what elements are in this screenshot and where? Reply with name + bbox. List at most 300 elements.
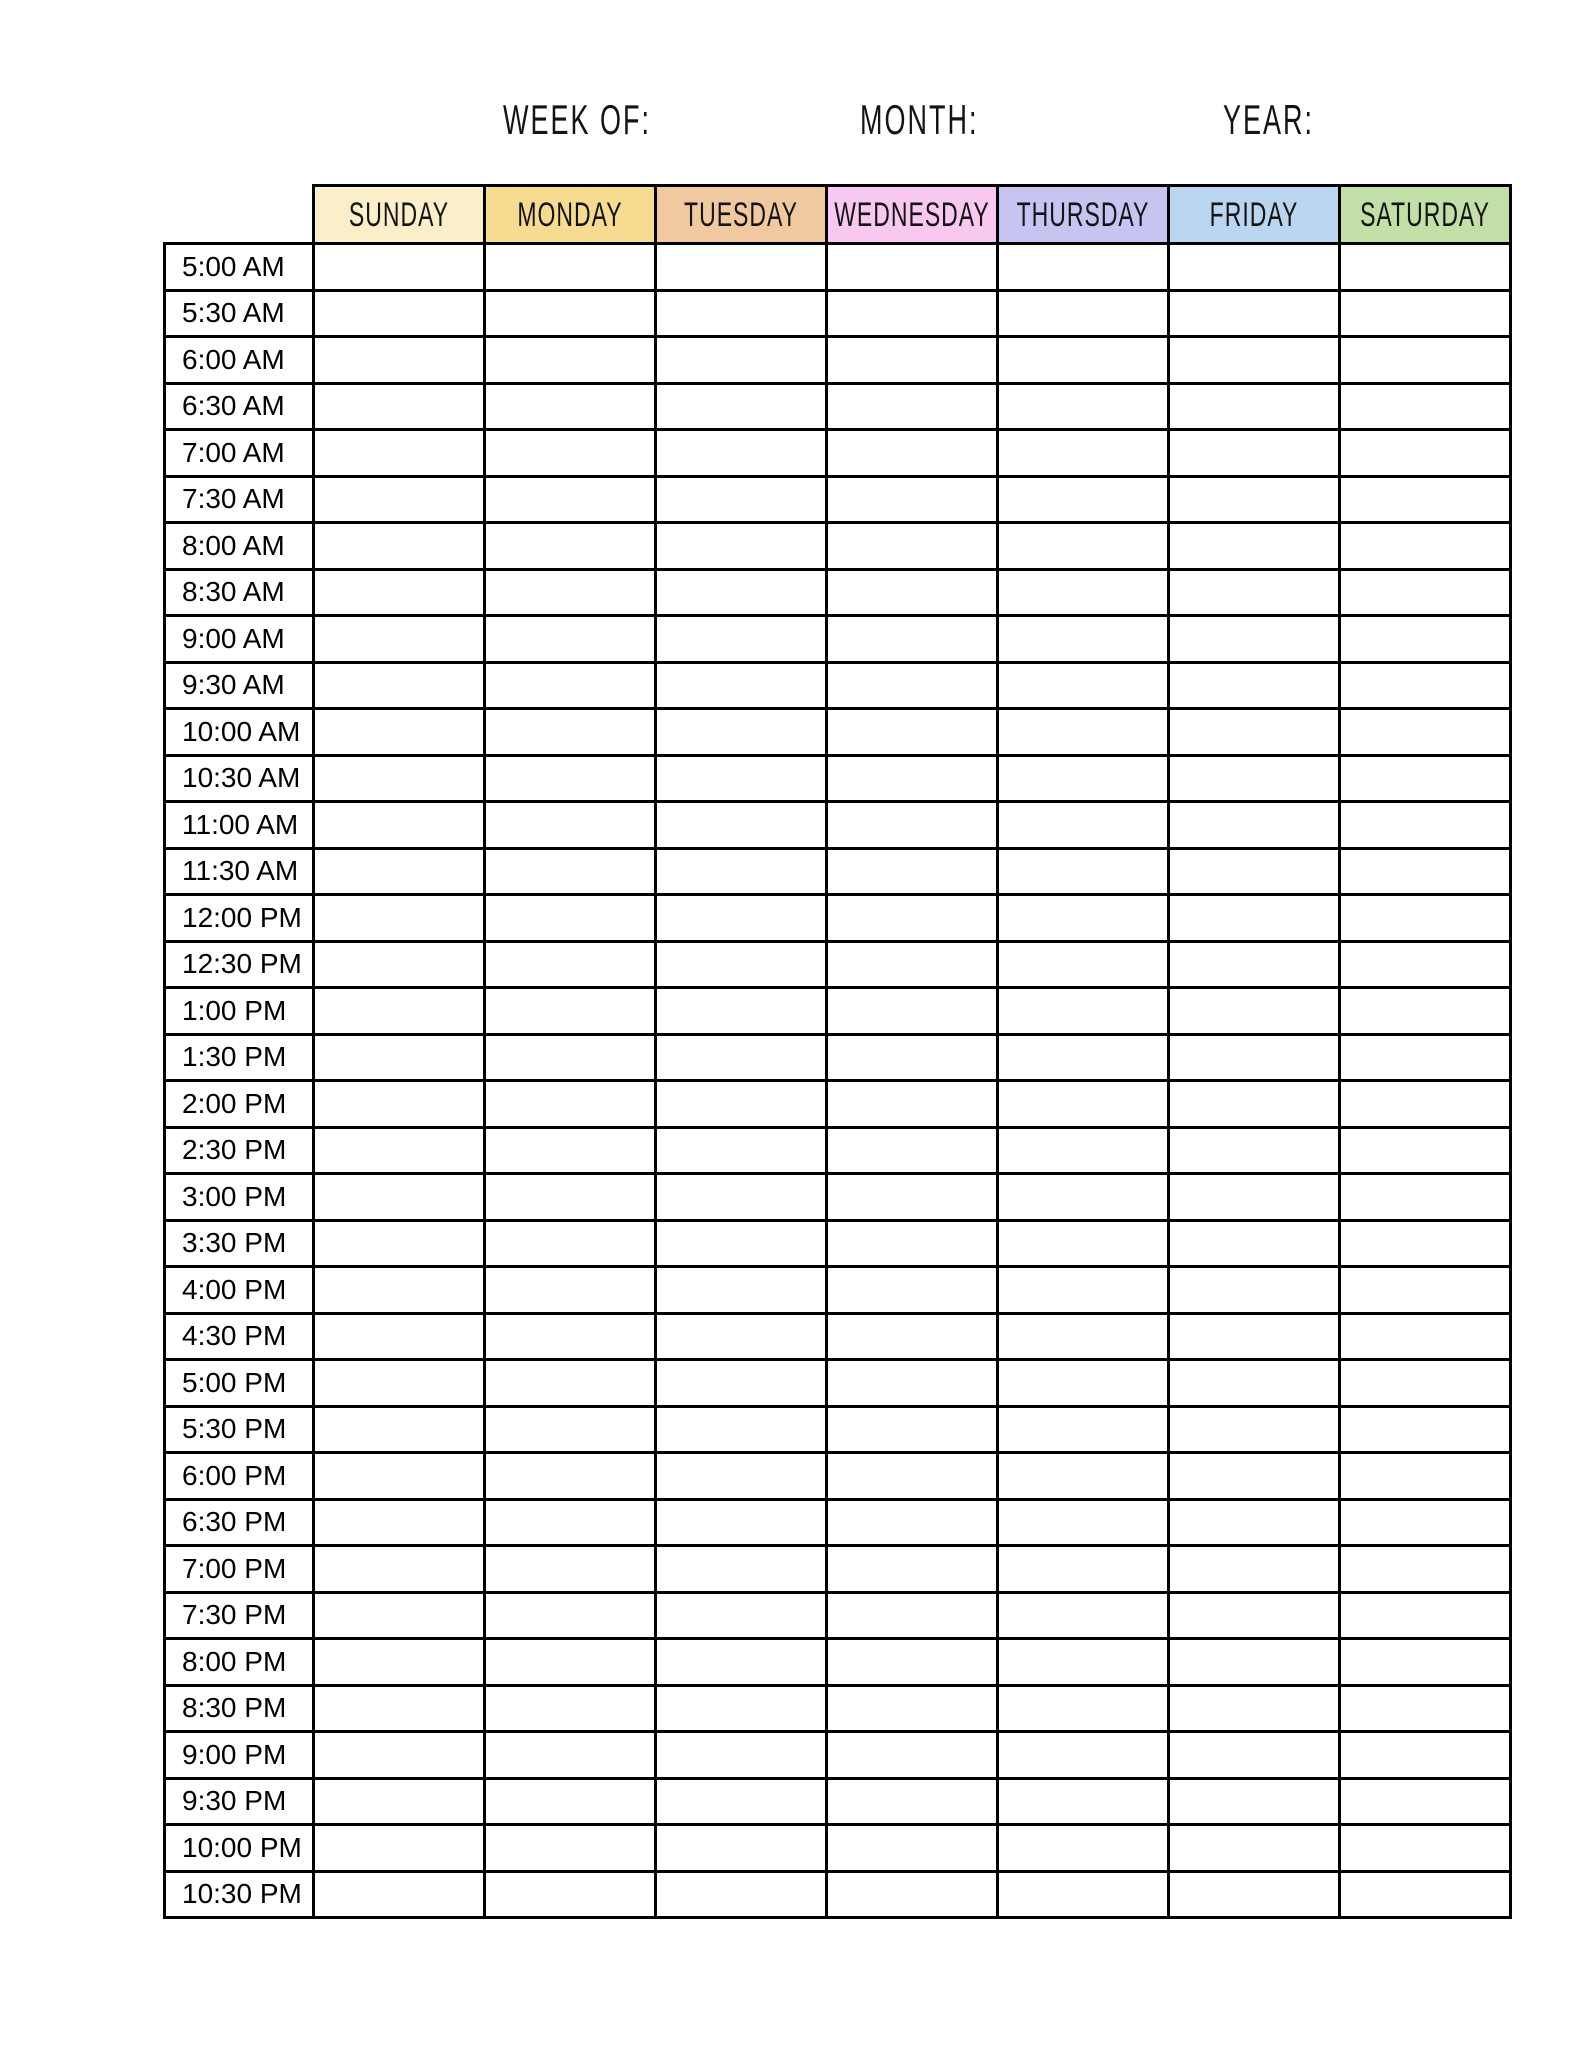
schedule-cell <box>827 802 998 849</box>
schedule-cell <box>485 848 656 895</box>
time-label: 12:00 PM <box>165 895 314 942</box>
time-label: 6:00 PM <box>165 1453 314 1500</box>
schedule-cell <box>485 1871 656 1918</box>
schedule-cell <box>1169 802 1340 849</box>
schedule-cell <box>314 523 485 570</box>
schedule-cell <box>656 662 827 709</box>
weekly-schedule-grid <box>163 184 1512 1919</box>
schedule-cell <box>998 1313 1169 1360</box>
schedule-cell <box>485 1778 656 1825</box>
schedule-cell <box>827 1499 998 1546</box>
schedule-row <box>165 848 1511 895</box>
schedule-row <box>165 988 1511 1035</box>
schedule-cell <box>485 1127 656 1174</box>
schedule-cell <box>314 1453 485 1500</box>
schedule-cell <box>656 1639 827 1686</box>
schedule-cell <box>1169 941 1340 988</box>
schedule-cell <box>485 1360 656 1407</box>
schedule-cell <box>827 430 998 477</box>
schedule-cell <box>314 1406 485 1453</box>
day-header-thursday <box>998 186 1169 244</box>
schedule-cell <box>656 1732 827 1779</box>
day-header-label: TUESDAY <box>684 194 798 234</box>
schedule-cell <box>656 1081 827 1128</box>
schedule-cell <box>998 1360 1169 1407</box>
schedule-cell <box>827 1406 998 1453</box>
schedule-cell <box>827 1034 998 1081</box>
schedule-cell <box>314 1825 485 1872</box>
schedule-cell <box>656 1127 827 1174</box>
schedule-cell <box>1340 1685 1511 1732</box>
schedule-cell <box>827 337 998 384</box>
schedule-cell <box>314 1685 485 1732</box>
schedule-row <box>165 1732 1511 1779</box>
schedule-cell <box>314 616 485 663</box>
schedule-cell <box>485 1313 656 1360</box>
schedule-cell <box>827 616 998 663</box>
schedule-cell <box>656 244 827 291</box>
schedule-cell <box>998 709 1169 756</box>
schedule-cell <box>1340 1081 1511 1128</box>
schedule-cell <box>1340 1034 1511 1081</box>
schedule-cell <box>314 662 485 709</box>
time-label: 10:30 AM <box>165 755 314 802</box>
schedule-cell <box>485 1174 656 1221</box>
schedule-cell <box>656 1034 827 1081</box>
schedule-cell <box>827 941 998 988</box>
schedule-cell <box>314 1592 485 1639</box>
schedule-cell <box>656 1267 827 1314</box>
schedule-cell <box>485 755 656 802</box>
schedule-cell <box>1340 290 1511 337</box>
schedule-cell <box>314 709 485 756</box>
schedule-cell <box>998 1220 1169 1267</box>
schedule-cell <box>1340 1267 1511 1314</box>
schedule-row <box>165 1685 1511 1732</box>
schedule-cell <box>998 1825 1169 1872</box>
time-label: 5:00 AM <box>165 244 314 291</box>
schedule-cell <box>827 1127 998 1174</box>
schedule-row <box>165 1081 1511 1128</box>
schedule-cell <box>998 1406 1169 1453</box>
schedule-cell <box>998 1546 1169 1593</box>
schedule-cell <box>827 1778 998 1825</box>
schedule-cell <box>1169 709 1340 756</box>
schedule-cell <box>998 802 1169 849</box>
schedule-cell <box>485 523 656 570</box>
schedule-cell <box>1340 523 1511 570</box>
schedule-cell <box>656 1592 827 1639</box>
schedule-cell <box>656 848 827 895</box>
day-header-label: WEDNESDAY <box>834 194 990 234</box>
schedule-cell <box>1169 1639 1340 1686</box>
schedule-cell <box>1340 709 1511 756</box>
schedule-cell <box>485 802 656 849</box>
time-label: 5:30 PM <box>165 1406 314 1453</box>
schedule-cell <box>998 1639 1169 1686</box>
schedule-cell <box>998 1453 1169 1500</box>
schedule-cell <box>1340 988 1511 1035</box>
schedule-cell <box>314 430 485 477</box>
day-header-row <box>165 186 1511 244</box>
schedule-cell <box>656 1499 827 1546</box>
schedule-cell <box>1340 895 1511 942</box>
time-label: 4:30 PM <box>165 1313 314 1360</box>
schedule-row <box>165 1360 1511 1407</box>
schedule-cell <box>485 709 656 756</box>
schedule-cell <box>485 1825 656 1872</box>
schedule-cell <box>998 941 1169 988</box>
time-label: 3:30 PM <box>165 1220 314 1267</box>
schedule-cell <box>1169 988 1340 1035</box>
schedule-cell <box>998 755 1169 802</box>
schedule-cell <box>998 1127 1169 1174</box>
time-label: 1:30 PM <box>165 1034 314 1081</box>
schedule-cell <box>827 848 998 895</box>
schedule-cell <box>998 1081 1169 1128</box>
schedule-cell <box>314 1127 485 1174</box>
schedule-row <box>165 802 1511 849</box>
schedule-cell <box>827 1825 998 1872</box>
time-label: 3:00 PM <box>165 1174 314 1221</box>
schedule-cell <box>656 1360 827 1407</box>
schedule-cell <box>1340 1871 1511 1918</box>
schedule-cell <box>656 430 827 477</box>
schedule-cell <box>656 1825 827 1872</box>
schedule-cell <box>1169 1081 1340 1128</box>
schedule-cell <box>314 290 485 337</box>
schedule-cell <box>998 616 1169 663</box>
schedule-cell <box>1340 337 1511 384</box>
schedule-row <box>165 1871 1511 1918</box>
schedule-cell <box>656 709 827 756</box>
schedule-cell <box>314 1732 485 1779</box>
schedule-cell <box>656 1406 827 1453</box>
schedule-cell <box>314 1360 485 1407</box>
schedule-cell <box>998 1778 1169 1825</box>
day-header-friday <box>1169 186 1340 244</box>
schedule-cell <box>827 1732 998 1779</box>
time-label: 5:00 PM <box>165 1360 314 1407</box>
schedule-cell <box>1340 1174 1511 1221</box>
schedule-cell <box>1169 1267 1340 1314</box>
schedule-row <box>165 709 1511 756</box>
schedule-row <box>165 1825 1511 1872</box>
schedule-cell <box>1169 1546 1340 1593</box>
schedule-row <box>165 1592 1511 1639</box>
schedule-cell <box>1340 1127 1511 1174</box>
schedule-row <box>165 1267 1511 1314</box>
schedule-cell <box>485 941 656 988</box>
time-label: 8:00 AM <box>165 523 314 570</box>
schedule-cell <box>827 755 998 802</box>
schedule-cell <box>656 1174 827 1221</box>
schedule-cell <box>1340 1499 1511 1546</box>
schedule-cell <box>998 662 1169 709</box>
schedule-row <box>165 1778 1511 1825</box>
schedule-cell <box>1169 1778 1340 1825</box>
time-label: 6:30 PM <box>165 1499 314 1546</box>
schedule-cell <box>1169 383 1340 430</box>
day-header-saturday <box>1340 186 1511 244</box>
schedule-cell <box>485 569 656 616</box>
schedule-cell <box>656 895 827 942</box>
schedule-cell <box>998 244 1169 291</box>
schedule-cell <box>485 1220 656 1267</box>
schedule-cell <box>827 1267 998 1314</box>
schedule-cell <box>1169 1732 1340 1779</box>
schedule-cell <box>485 662 656 709</box>
schedule-cell <box>1340 848 1511 895</box>
schedule-row <box>165 755 1511 802</box>
schedule-row <box>165 616 1511 663</box>
schedule-cell <box>1340 430 1511 477</box>
schedule-row <box>165 1174 1511 1221</box>
day-header-label: SATURDAY <box>1360 194 1490 234</box>
time-label: 7:30 AM <box>165 476 314 523</box>
schedule-cell <box>485 1034 656 1081</box>
time-label: 12:30 PM <box>165 941 314 988</box>
day-header-label: THURSDAY <box>1016 194 1150 234</box>
schedule-cell <box>998 523 1169 570</box>
schedule-row <box>165 1406 1511 1453</box>
schedule-cell <box>827 1081 998 1128</box>
time-label: 5:30 AM <box>165 290 314 337</box>
schedule-cell <box>1340 1825 1511 1872</box>
schedule-cell <box>485 244 656 291</box>
schedule-cell <box>827 1685 998 1732</box>
time-label: 6:00 AM <box>165 337 314 384</box>
schedule-cell <box>314 1778 485 1825</box>
schedule-cell <box>656 523 827 570</box>
time-label: 2:00 PM <box>165 1081 314 1128</box>
schedule-cell <box>314 476 485 523</box>
schedule-cell <box>1169 895 1340 942</box>
schedule-cell <box>314 941 485 988</box>
schedule-cell <box>485 1732 656 1779</box>
schedule-cell <box>656 755 827 802</box>
schedule-cell <box>1169 290 1340 337</box>
schedule-cell <box>1169 1127 1340 1174</box>
time-label: 9:00 PM <box>165 1732 314 1779</box>
time-label: 8:30 PM <box>165 1685 314 1732</box>
schedule-cell <box>998 383 1169 430</box>
schedule-cell <box>314 848 485 895</box>
schedule-cell <box>314 1174 485 1221</box>
day-header-sunday <box>314 186 485 244</box>
schedule-cell <box>827 895 998 942</box>
schedule-cell <box>827 1360 998 1407</box>
schedule-cell <box>656 802 827 849</box>
time-label: 8:00 PM <box>165 1639 314 1686</box>
time-label: 4:00 PM <box>165 1267 314 1314</box>
year-label: YEAR: <box>1223 97 1315 144</box>
schedule-cell <box>827 1639 998 1686</box>
schedule-cell <box>1340 1732 1511 1779</box>
week-of-label: WEEK OF: <box>503 97 652 144</box>
schedule-cell <box>1169 1592 1340 1639</box>
schedule-cell <box>656 1546 827 1593</box>
schedule-cell <box>656 1220 827 1267</box>
time-label: 6:30 AM <box>165 383 314 430</box>
schedule-row <box>165 569 1511 616</box>
schedule-cell <box>314 1081 485 1128</box>
schedule-cell <box>314 337 485 384</box>
schedule-cell <box>656 1453 827 1500</box>
schedule-cell <box>998 1871 1169 1918</box>
schedule-cell <box>314 755 485 802</box>
time-label: 9:00 AM <box>165 616 314 663</box>
schedule-cell <box>827 383 998 430</box>
schedule-cell <box>998 1034 1169 1081</box>
schedule-cell <box>827 1220 998 1267</box>
time-label: 2:30 PM <box>165 1127 314 1174</box>
schedule-row <box>165 1220 1511 1267</box>
schedule-cell <box>314 802 485 849</box>
schedule-cell <box>1340 941 1511 988</box>
schedule-cell <box>1340 616 1511 663</box>
schedule-cell <box>314 1871 485 1918</box>
schedule-cell <box>485 383 656 430</box>
time-label: 9:30 PM <box>165 1778 314 1825</box>
schedule-cell <box>656 1685 827 1732</box>
schedule-cell <box>485 1499 656 1546</box>
time-label: 10:30 PM <box>165 1871 314 1918</box>
schedule-cell <box>1169 476 1340 523</box>
schedule-cell <box>314 244 485 291</box>
schedule-cell <box>485 1406 656 1453</box>
schedule-row <box>165 941 1511 988</box>
schedule-cell <box>827 290 998 337</box>
schedule-cell <box>314 1499 485 1546</box>
schedule-cell <box>998 1592 1169 1639</box>
schedule-cell <box>314 895 485 942</box>
schedule-row <box>165 430 1511 477</box>
schedule-row <box>165 476 1511 523</box>
schedule-cell <box>827 1592 998 1639</box>
schedule-cell <box>485 1546 656 1593</box>
schedule-cell <box>656 476 827 523</box>
schedule-cell <box>1169 430 1340 477</box>
day-header-tuesday <box>656 186 827 244</box>
schedule-cell <box>827 1871 998 1918</box>
schedule-cell <box>1169 1313 1340 1360</box>
schedule-cell <box>998 848 1169 895</box>
schedule-cell <box>1169 1685 1340 1732</box>
schedule-cell <box>1169 616 1340 663</box>
schedule-cell <box>1340 1592 1511 1639</box>
schedule-cell <box>1169 1220 1340 1267</box>
schedule-cell <box>827 662 998 709</box>
schedule-cell <box>656 616 827 663</box>
schedule-body <box>165 244 1511 1918</box>
schedule-cell <box>314 1267 485 1314</box>
schedule-cell <box>1169 848 1340 895</box>
schedule-cell <box>485 1081 656 1128</box>
schedule-cell <box>998 569 1169 616</box>
schedule-cell <box>827 988 998 1035</box>
schedule-cell <box>656 569 827 616</box>
schedule-cell <box>1340 802 1511 849</box>
time-label: 1:00 PM <box>165 988 314 1035</box>
schedule-cell <box>998 430 1169 477</box>
schedule-cell <box>656 337 827 384</box>
time-label: 11:00 AM <box>165 802 314 849</box>
time-label: 9:30 AM <box>165 662 314 709</box>
time-label: 7:00 AM <box>165 430 314 477</box>
schedule-cell <box>1169 1174 1340 1221</box>
schedule-row <box>165 383 1511 430</box>
day-header-wednesday <box>827 186 998 244</box>
schedule-cell <box>485 1453 656 1500</box>
schedule-row <box>165 1127 1511 1174</box>
schedule-cell <box>1169 1406 1340 1453</box>
schedule-row <box>165 1546 1511 1593</box>
schedule-cell <box>1169 1871 1340 1918</box>
schedule-cell <box>1340 383 1511 430</box>
schedule-cell <box>1169 755 1340 802</box>
schedule-cell <box>485 895 656 942</box>
schedule-cell <box>998 988 1169 1035</box>
schedule-cell <box>998 476 1169 523</box>
schedule-cell <box>314 988 485 1035</box>
schedule-cell <box>827 1174 998 1221</box>
schedule-cell <box>827 1546 998 1593</box>
schedule-cell <box>1169 337 1340 384</box>
schedule-cell <box>998 1267 1169 1314</box>
day-header-monday <box>485 186 656 244</box>
schedule-row <box>165 895 1511 942</box>
header-corner-spacer <box>165 186 314 244</box>
schedule-cell <box>1340 1453 1511 1500</box>
time-label: 7:00 PM <box>165 1546 314 1593</box>
schedule-cell <box>827 569 998 616</box>
schedule-cell <box>314 1313 485 1360</box>
schedule-cell <box>1340 1406 1511 1453</box>
schedule-row <box>165 1499 1511 1546</box>
schedule-cell <box>485 616 656 663</box>
schedule-cell <box>1169 1825 1340 1872</box>
schedule-row <box>165 662 1511 709</box>
schedule-cell <box>1169 244 1340 291</box>
schedule-cell <box>656 1871 827 1918</box>
schedule-cell <box>485 1639 656 1686</box>
month-label: MONTH: <box>860 97 979 144</box>
schedule-row <box>165 244 1511 291</box>
schedule-cell <box>485 430 656 477</box>
schedule-row <box>165 1034 1511 1081</box>
schedule-row <box>165 1313 1511 1360</box>
schedule-row <box>165 1639 1511 1686</box>
schedule-cell <box>1169 1034 1340 1081</box>
schedule-cell <box>1169 569 1340 616</box>
schedule-cell <box>1169 1453 1340 1500</box>
schedule-cell <box>485 988 656 1035</box>
schedule-cell <box>1169 523 1340 570</box>
schedule-cell <box>656 1778 827 1825</box>
schedule-cell <box>485 1267 656 1314</box>
schedule-cell <box>1169 662 1340 709</box>
schedule-cell <box>314 1546 485 1593</box>
time-label: 10:00 PM <box>165 1825 314 1872</box>
schedule-cell <box>827 476 998 523</box>
day-header-label: MONDAY <box>517 194 623 234</box>
schedule-cell <box>998 290 1169 337</box>
schedule-cell <box>827 709 998 756</box>
schedule-cell <box>314 1220 485 1267</box>
schedule-cell <box>827 1313 998 1360</box>
schedule-cell <box>485 290 656 337</box>
